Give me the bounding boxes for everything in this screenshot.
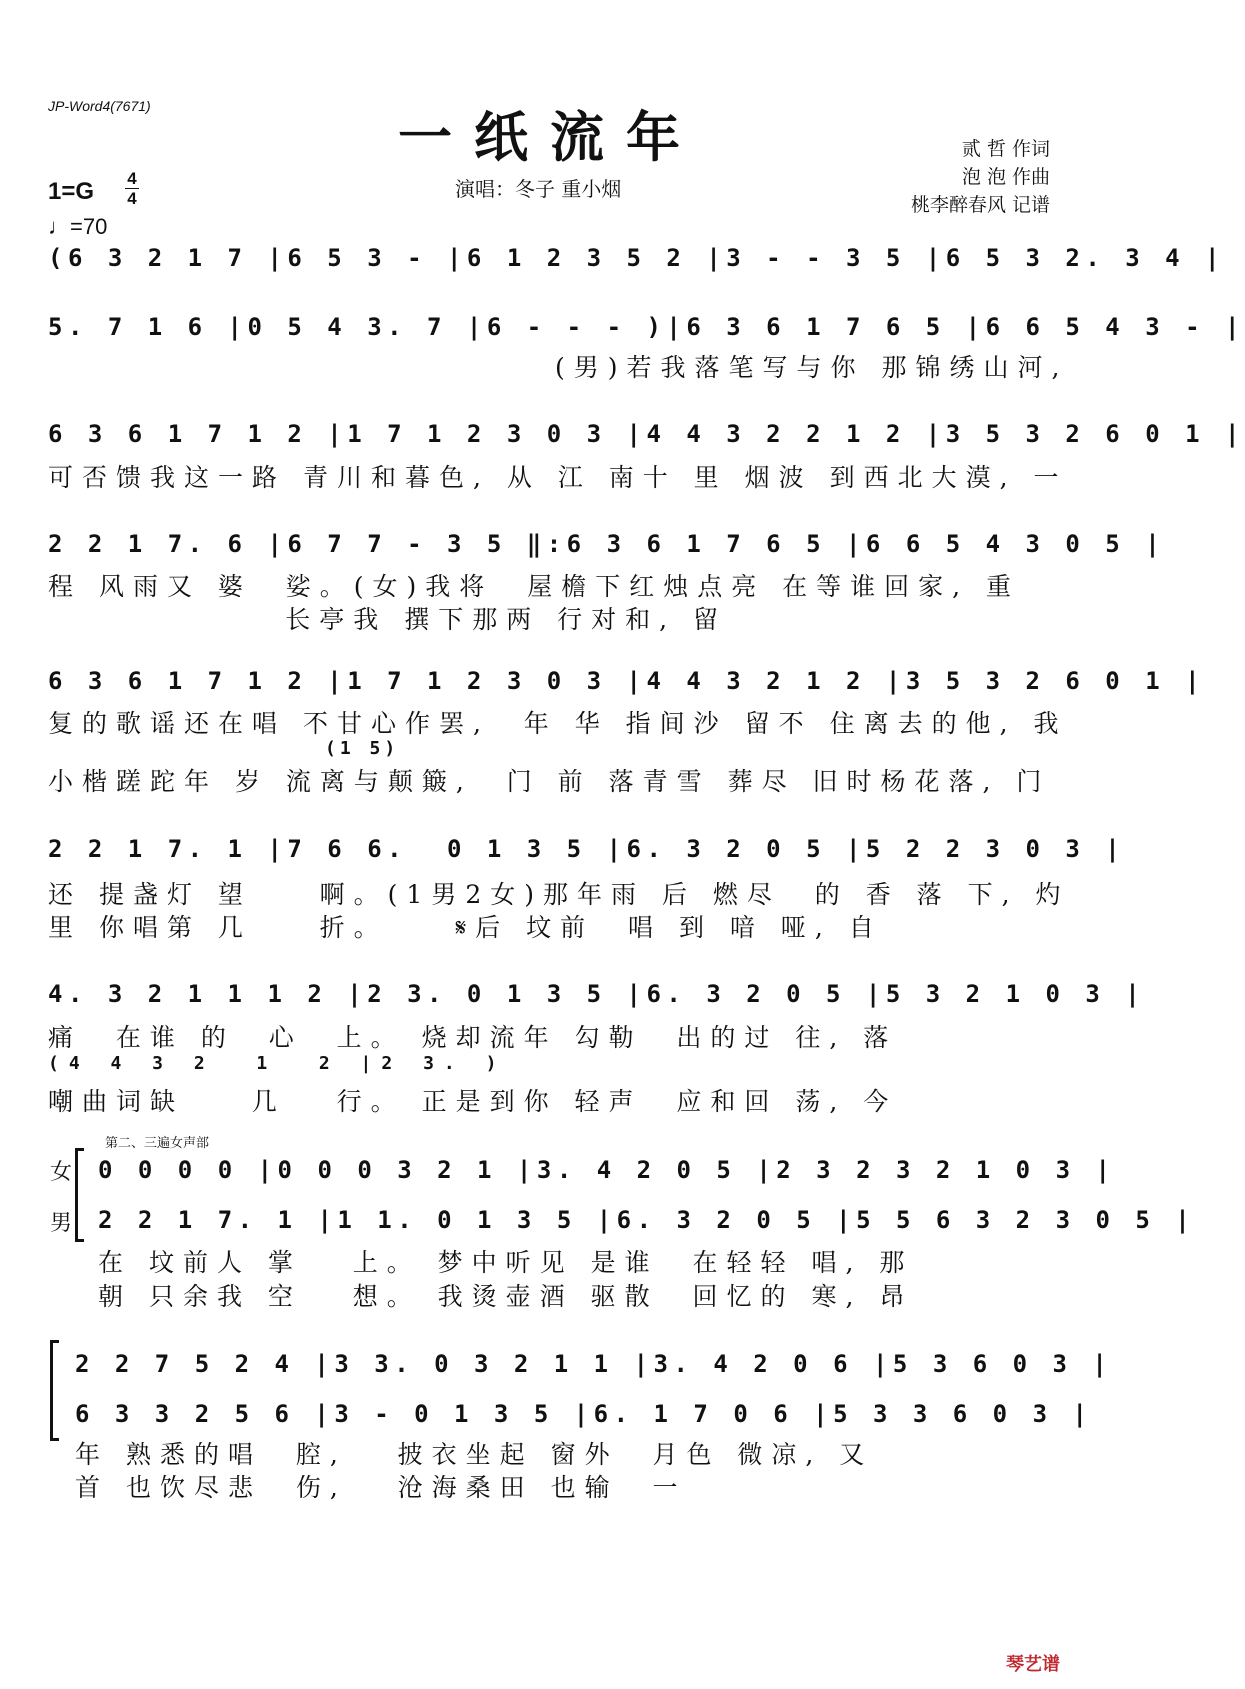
lyric-line-9b: 首 也饮尽悲 伤, 沧海桑田 也输 一	[75, 1473, 687, 1502]
notation-line-6: 2 2 1 7. 1 |7 6 6. 0 1 3 5 |6. 3 2 0 5 |5 2 2 3 0 3 |	[48, 835, 1126, 863]
notation-line-5: 6 3 6 1 7 1 2 |1 7 1 2 3 0 3 |4 4 3 2 1 2 |3 5 3 2 6 0 1 |	[48, 667, 1206, 695]
lyric-line-5b: 小楷蹉跎年 岁 流离与颠簸, 门 前 落青雪 葬尽 旧时杨花落, 门	[48, 767, 1051, 796]
lyric-line-8b: 朝 只余我 空 想。 我烫壶酒 驱散 回忆的 寒, 昂	[98, 1282, 914, 1311]
notation-line-9-male: 6 3 3 2 5 6 |3 - 0 1 3 5 |6. 1 7 0 6 |5 3 3 6 0 3 |	[75, 1400, 1093, 1428]
time-signature-bottom: 4	[127, 189, 137, 208]
notation-line-7: 4. 3 2 1 1 1 2 |2 3. 0 1 3 5 |6. 3 2 0 5 |5 3 2 1 0 3 |	[48, 980, 1146, 1008]
transcriber-credit: 桃李醉春风 记谱	[910, 194, 1050, 216]
voice-bracket	[75, 1148, 84, 1242]
alt-notes-5: (1 5)	[325, 738, 400, 759]
lyric-line-9a: 年 熟悉的唱 腔, 披衣坐起 窗外 月色 微凉, 又	[75, 1440, 874, 1469]
notation-line-4: 2 2 1 7. 6 |6 7 7 - 3 5 ‖:6 3 6 1 7 6 5 |6 6 5 4 3 0 5 |	[48, 530, 1166, 558]
notation-line-2: 5. 7 1 6 |0 5 4 3. 7 |6 - - - )|6 3 6 1 7 6 5 |6 6 5 4 3 - |	[48, 313, 1245, 341]
lyric-line-5a: 复的歌谣还在唱 不甘心作罢, 年 华 指间沙 留不 住离去的他, 我	[48, 709, 1068, 738]
lyric-line-2a: (男)若我落笔写与你 那锦绣山河,	[555, 353, 1069, 382]
lyric-line-8a: 在 坟前人 掌 上。 梦中听见 是谁 在轻轻 唱, 那	[98, 1248, 914, 1277]
tempo-marking: ♩=70	[48, 214, 108, 239]
lyric-line-4b: 长亭我 撰下那两 行对和, 留	[48, 605, 728, 634]
male-label: 男	[50, 1211, 73, 1236]
software-label: JP-Word4(7671)	[48, 98, 151, 114]
part-note: 第二、三遍女声部	[105, 1136, 210, 1151]
notation-line-8-male: 2 2 1 7. 1 |1 1. 0 1 3 5 |6. 3 2 0 5 |5 5 6 3 2 3 0 5 |	[98, 1206, 1196, 1234]
lyric-line-6a: 还 提盏灯 望 啊。(1男2女)那年雨 后 燃尽 的 香 落 下, 灼	[48, 880, 1070, 909]
song-title: 一纸流年	[398, 105, 702, 169]
female-label: 女	[50, 1160, 73, 1185]
notation-line-3: 6 3 6 1 7 1 2 |1 7 1 2 3 0 3 |4 4 3 2 2 1 2 |3 5 3 2 6 0 1 |	[48, 420, 1245, 448]
time-signature	[125, 170, 139, 207]
lyric-line-4a: 程 风雨又 婆 娑。(女)我将 屋檐下红烛点亮 在等谁回家, 重	[48, 572, 1021, 601]
key-signature: 1=G	[48, 178, 95, 205]
lyricist-credit: 贰 哲 作词	[961, 138, 1050, 160]
lyric-line-3a: 可否馈我这一路 青川和暮色, 从 江 南十 里 烟波 到西北大漠, 一	[48, 463, 1068, 492]
notation-line-1: (6 3 2 1 7 |6 5 3 - |6 1 2 3 5 2 |3 - - 3 5 |6 5 3 2. 3 4 |	[48, 244, 1226, 272]
composer-credit: 泡 泡 作曲	[961, 166, 1050, 188]
alt-notes-7: (4 4 3 2 1 2 |2 3. )	[48, 1053, 507, 1074]
notation-line-8-female: 0 0 0 0 |0 0 0 3 2 1 |3. 4 2 0 5 |2 3 2 3 2 1 0 3 |	[98, 1156, 1116, 1184]
notation-line-9-female: 2 2 7 5 2 4 |3 3. 0 3 2 1 1 |3. 4 2 0 6 |5 3 6 0 3 |	[75, 1350, 1113, 1378]
lyric-line-7a: 痛 在谁 的 心 上。 烧却流年 勾勒 出的过 往, 落	[48, 1023, 898, 1052]
time-signature-top: 4	[127, 169, 137, 188]
singers-line: 演唱：冬子 重小烟	[455, 177, 622, 201]
lyric-line-7b: 嘲曲词缺 几 行。 正是到你 轻声 应和回 荡, 今	[48, 1087, 898, 1116]
site-logo: 琴艺谱	[1006, 1654, 1060, 1675]
lyric-line-6b: 里 你唱第 几 折。 𝄋后 坟前 唱 到 喑 哑, 自	[48, 913, 883, 942]
voice-bracket-2	[50, 1340, 59, 1441]
